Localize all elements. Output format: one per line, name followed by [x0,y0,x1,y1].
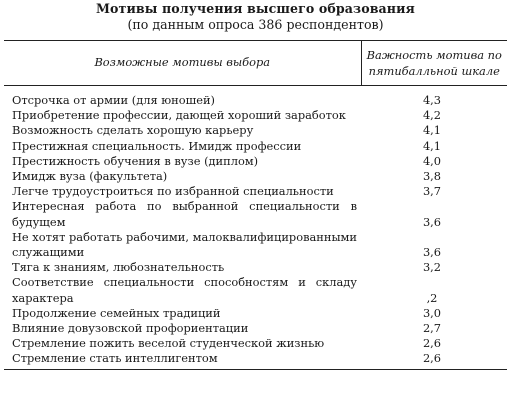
importance-cell: 4,0 [422,153,442,168]
motives-table [4,40,507,370]
motive-cell: Не хотят работать рабочими, малоквалифицированными служащими [12,229,357,260]
motive-cell: Престижная специальность. Имидж профессии [12,138,302,153]
table-row [4,321,507,336]
header-motive: Возможные мотивы выбора [4,41,361,86]
motive-cell: Влияние довузовской профориентации [12,321,249,336]
header-importance-line2: пятибалльной шкале [368,64,500,78]
importance-cell: 3,2 [422,260,442,275]
motive-cell: Тяга к знаниям, любознательность [12,260,225,275]
importance-cell: 3,6 [422,245,442,260]
importance-cell: 4,1 [422,138,442,153]
importance-cell: 4,2 [422,108,442,123]
table-row [4,275,507,305]
motive-cell: Престижность обучения в вузе (диплом) [12,153,259,168]
importance-cell: 3,7 [422,184,442,199]
table-row [4,199,507,229]
table-subtitle: (по данным опроса 386 респондентов) [127,17,384,32]
motive-cell: Отсрочка от армии (для юношей) [12,93,215,107]
importance-cell: 3,8 [422,169,442,184]
motive-cell: Приобретение профессии, дающей хороший заработок [12,108,346,123]
motive-cell: Стремление пожить веселой студенческой жизнью [12,336,325,351]
table-row [4,169,507,184]
table-row [4,306,507,321]
motive-cell: Продолжение семейных традиций [12,305,221,320]
importance-cell: 4,3 [422,93,442,107]
importance-cell: 2,6 [422,336,442,351]
importance-cell: 2,7 [422,321,442,336]
importance-cell: ,2 [426,290,438,305]
table-title: Мотивы получения высшего образования [96,1,415,16]
table-row [4,351,507,369]
importance-cell: 3,0 [422,305,442,320]
table-row [4,154,507,169]
importance-cell: 4,1 [422,123,442,138]
header-importance [361,41,507,86]
table-row [4,123,507,138]
table-row [4,230,507,260]
motive-cell: Соответствие специальности способностям и складу характера [12,275,357,305]
importance-cell: 3,6 [422,214,442,229]
motive-cell: Возможность сделать хорошую карьеру [12,123,254,138]
header-importance-line1: Важность мотива по [366,48,502,62]
motive-cell: Имидж вуза (факультета) [12,169,168,184]
motive-cell: Легче трудоустроиться по избранной специальности [12,184,334,199]
table-row [4,336,507,351]
table-row [4,86,507,109]
table-header-row [4,41,507,86]
table-row [4,184,507,199]
motive-cell: Стремление стать интеллигентом [4,351,361,369]
importance-cell: 2,6 [361,351,507,369]
table-row [4,139,507,154]
table-row [4,108,507,123]
motive-cell: Интересная работа по выбранной специальности в будущем [12,199,357,229]
table-row [4,260,507,275]
